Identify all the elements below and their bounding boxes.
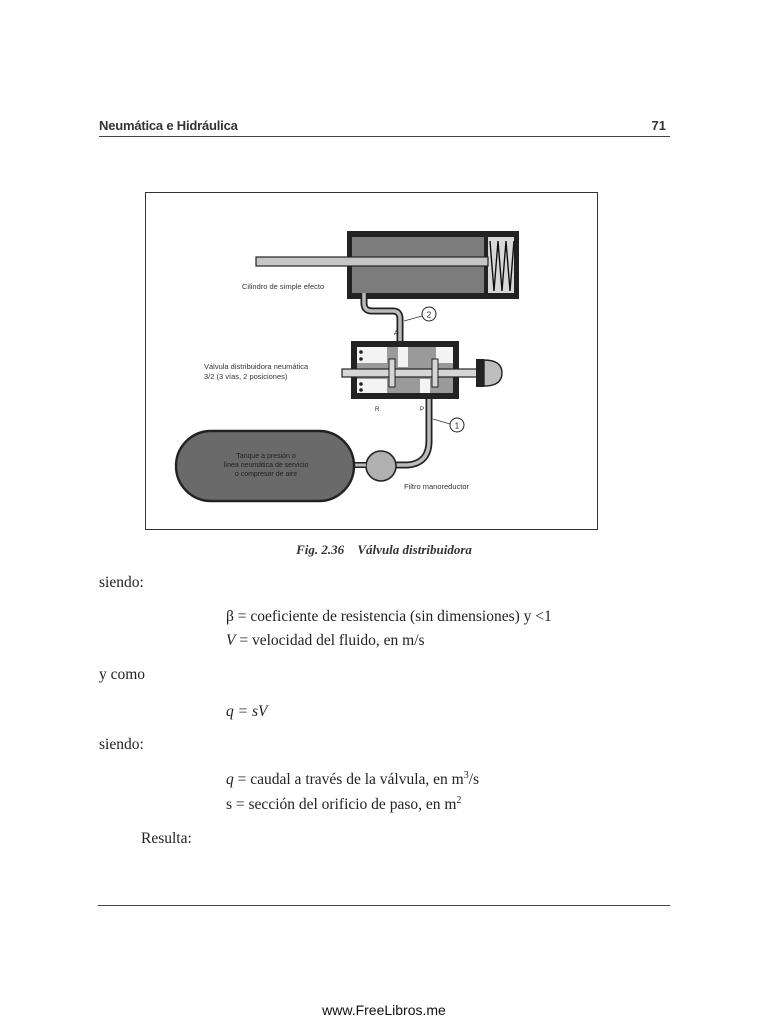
- tank-label-line1: Tanque a presión o: [236, 453, 296, 460]
- y-como: y como: [99, 666, 146, 683]
- port-p-label: P: [420, 407, 425, 413]
- header-title: Neumática e Hidráulica: [99, 118, 238, 133]
- valve-label-line1: Válvula distribuidora neumática: [204, 362, 309, 371]
- velocity-definition: [226, 632, 425, 650]
- flow-symbol: q: [226, 771, 234, 788]
- valve-body: [342, 341, 502, 399]
- callout-1: 1: [454, 421, 460, 431]
- valve-label-line2: 3/2 (3 vías, 2 posiciones): [204, 372, 288, 381]
- valve-figure: [145, 192, 598, 530]
- filter-label: Filtro manoreductor: [404, 482, 470, 491]
- flow-unit-tail: /s: [468, 771, 480, 788]
- tank-label-line2: línea neumática de servicio: [223, 462, 309, 469]
- page-number: 71: [651, 118, 666, 133]
- section-unit-exponent: 2: [456, 795, 462, 806]
- flow-text: = caudal a través de la válvula, en m: [233, 771, 464, 788]
- flow-formula: q = sV: [226, 703, 268, 720]
- port-a-label: A: [394, 331, 399, 337]
- figure-caption: [0, 542, 768, 558]
- footer-rule: [98, 905, 670, 906]
- valve-diagram: [146, 193, 597, 529]
- tank-label-line3: o compresor de aire: [234, 471, 298, 478]
- cylinder-label: Cilindro de simple efecto: [242, 282, 325, 291]
- siendo-1: siendo:: [99, 574, 144, 591]
- caption-number: Fig. 2.36: [296, 542, 345, 557]
- callout-2: 2: [426, 310, 432, 320]
- velocity-symbol: V: [226, 632, 236, 649]
- port-r-label: R: [375, 407, 380, 413]
- filter-regulator: [366, 451, 396, 481]
- flow-unit-exponent: 3: [463, 770, 469, 781]
- flow-definition: [226, 771, 479, 789]
- caption-title: Válvula distribuidora: [357, 542, 472, 557]
- siendo-2: siendo:: [99, 736, 144, 753]
- footer-site[interactable]: www.FreeLibros.me: [322, 1002, 446, 1018]
- section-text: s = sección del orificio de paso, en m: [226, 796, 457, 813]
- resulta: Resulta:: [141, 830, 192, 847]
- beta-definition: β = coeficiente de resistencia (sin dimensiones) y <1: [226, 608, 552, 625]
- running-header: [99, 118, 670, 137]
- section-definition: [226, 796, 461, 814]
- velocity-text: = velocidad del fluido, en m/s: [235, 632, 425, 649]
